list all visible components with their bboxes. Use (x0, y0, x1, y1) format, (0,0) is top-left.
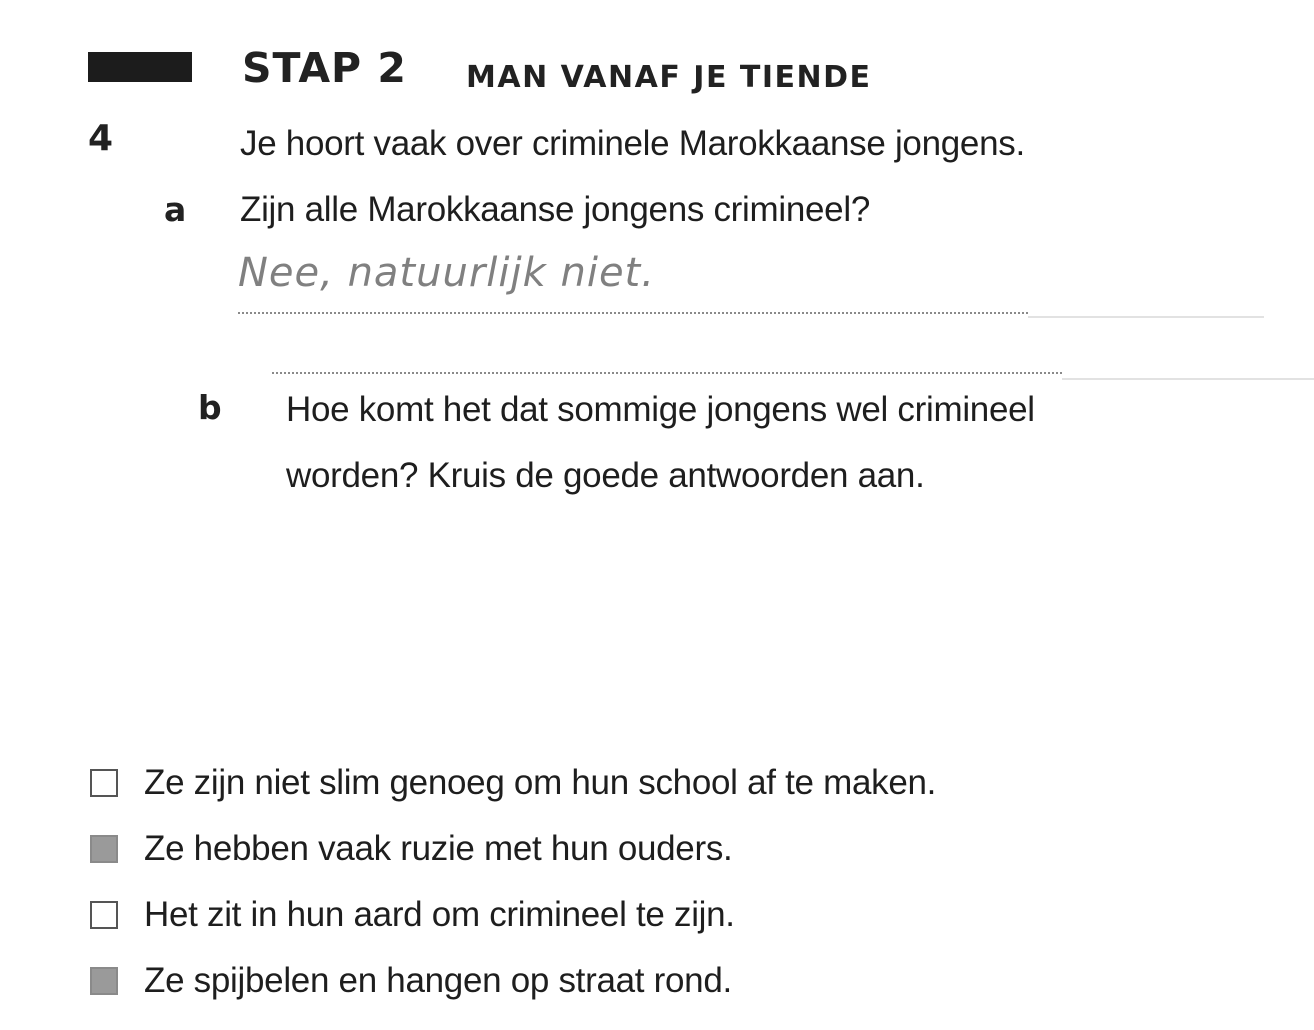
option-label: Ze hebben vaak ruzie met hun ouders. (144, 829, 733, 868)
option-label: Ze spijbelen en hangen op straat rond. (144, 961, 732, 1000)
checkbox[interactable] (90, 901, 118, 929)
part-b-letter: b (198, 388, 222, 427)
option-label: Ze zijn niet slim genoeg om hun school af te maken. (144, 763, 937, 802)
part-b-question-line-2: worden? Kruis de goede antwoorden aan. (286, 456, 925, 495)
answer-line-2[interactable] (272, 372, 1062, 374)
part-a-letter: a (164, 190, 187, 229)
answer-line-1-shadow (1028, 316, 1264, 318)
question-intro: Je hoort vaak over criminele Marokkaanse jongens. (240, 124, 1025, 163)
step-label: STAP 2 (242, 44, 407, 92)
option-row[interactable] (90, 760, 936, 806)
option-row[interactable] (90, 892, 735, 938)
checkbox[interactable] (90, 967, 118, 995)
checkbox[interactable] (90, 835, 118, 863)
option-label: Het zit in hun aard om crimineel te zijn. (144, 895, 735, 934)
option-row[interactable] (90, 826, 732, 872)
answer-line-1[interactable] (238, 312, 1028, 314)
checkbox[interactable] (90, 769, 118, 797)
step-title: MAN VANAF JE TIENDE (466, 60, 872, 95)
header-bar (88, 52, 192, 82)
part-a-question: Zijn alle Marokkaanse jongens crimineel? (240, 190, 870, 229)
option-row[interactable] (90, 958, 732, 1004)
question-number: 4 (88, 118, 114, 159)
part-b-question-line-1: Hoe komt het dat sommige jongens wel crimineel (286, 390, 1035, 429)
answer-line-2-shadow (1062, 378, 1314, 380)
part-a-answer[interactable]: Nee, natuurlijk niet. (238, 250, 655, 296)
